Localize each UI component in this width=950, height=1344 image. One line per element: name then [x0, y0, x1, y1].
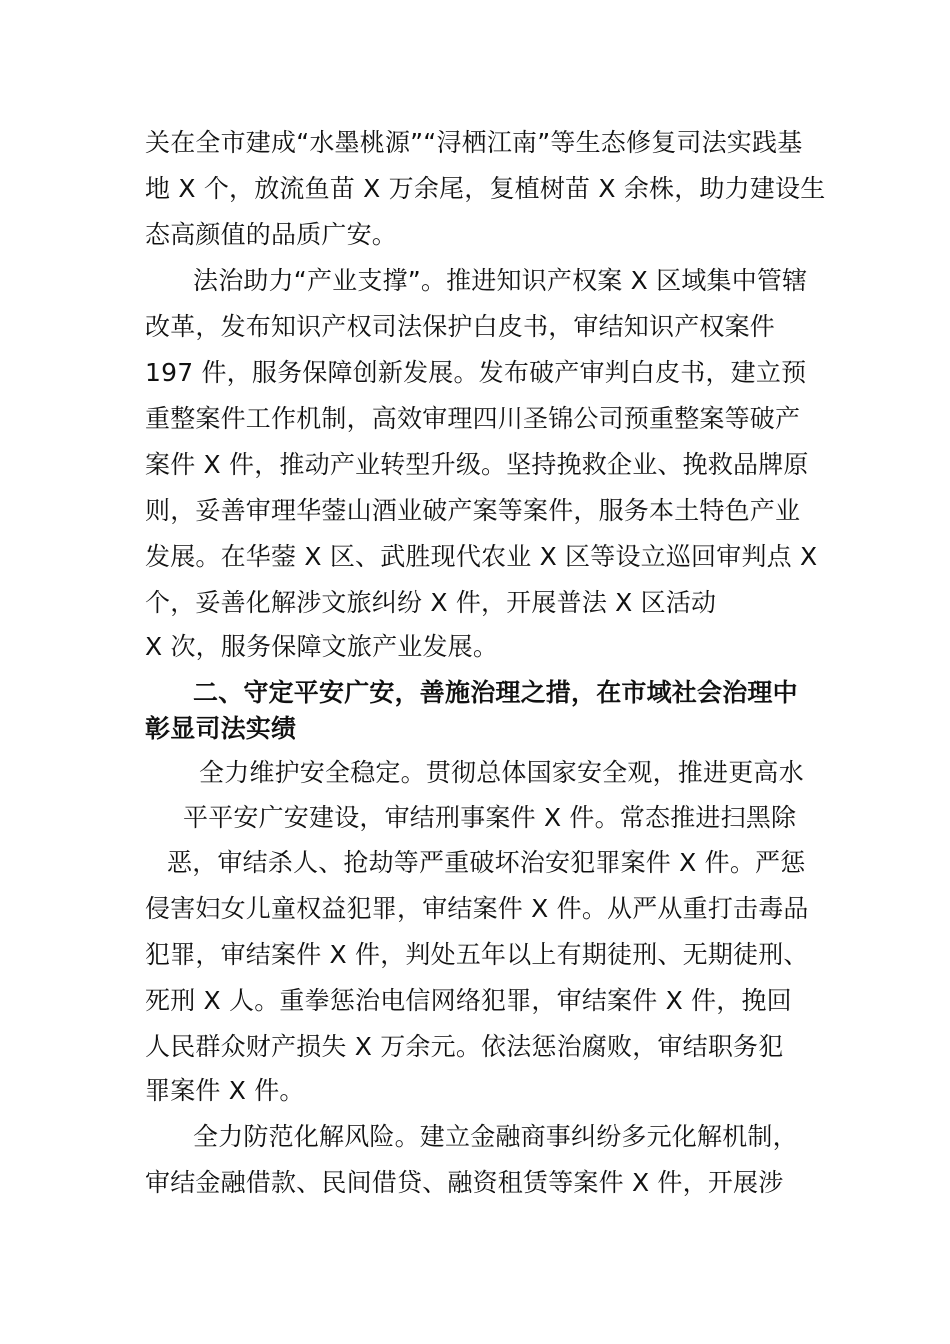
text-line: 犯罪，审结案件 X 件，判处五年以上有期徒刑、无期徒刑、 [145, 940, 809, 969]
text-line: 罪案件 X 件。 [145, 1076, 305, 1105]
text-line: 侵害妇女儿童权益犯罪，审结案件 X 件。从严从重打击毒品 [145, 894, 809, 923]
text-line: 死刑 X 人。重拳惩治电信网络犯罪，审结案件 X 件，挽回 [145, 986, 792, 1015]
text-line: 审结金融借款、民间借贷、融资租赁等案件 X 件，开展涉 [145, 1168, 784, 1197]
text-line: 案件 X 件，推动产业转型升级。坚持挽救企业、挽救品牌原 [145, 450, 809, 479]
text-line: 全力维护安全稳定。贯彻总体国家安全观，推进更高水 [199, 758, 804, 787]
text-line: 态高颜值的品质广安。 [145, 220, 398, 249]
text-line: 关在全市建成“水墨桃源”“浔栖江南”等生态修复司法实践基 [145, 128, 803, 157]
text-line: X 次，服务保障文旅产业发展。 [145, 632, 499, 661]
text-line: 地 X 个，放流鱼苗 X 万余尾，复植树苗 X 余株，助力建设生 [145, 174, 826, 203]
text-line: 197 件，服务保障创新发展。发布破产审判白皮书，建立预 [145, 358, 807, 387]
text-line: 个，妥善化解涉文旅纠纷 X 件，开展普法 X 区活动 [145, 588, 717, 617]
text-line: 改革，发布知识产权司法保护白皮书，审结知识产权案件 [145, 312, 776, 341]
text-line: 平平安广安建设，审结刑事案件 X 件。常态推进扫黑除 [183, 803, 797, 832]
text-line: 则，妥善审理华蓥山酒业破产案等案件，服务本土特色产业 [145, 496, 801, 525]
text-line: 恶，审结杀人、抢劫等严重破坏治安犯罪案件 X 件。严惩 [167, 848, 806, 877]
section-heading: 二、守定平安广安，善施治理之措，在市域社会治理中 [193, 678, 798, 707]
text-line: 发展。在华蓥 X 区、武胜现代农业 X 区等设立巡回审判点 X [145, 542, 818, 571]
text-line: 全力防范化解风险。建立金融商事纠纷多元化解机制， [193, 1122, 798, 1151]
text-line: 人民群众财产损失 X 万余元。依法惩治腐败，审结职务犯 [145, 1032, 784, 1061]
text-line: 重整案件工作机制，高效审理四川圣锦公司预重整案等破产 [145, 404, 801, 433]
text-line: 法治助力“产业支撑”。推进知识产权案 X 区域集中管辖 [193, 266, 808, 295]
section-heading: 彰显司法实绩 [145, 714, 297, 743]
